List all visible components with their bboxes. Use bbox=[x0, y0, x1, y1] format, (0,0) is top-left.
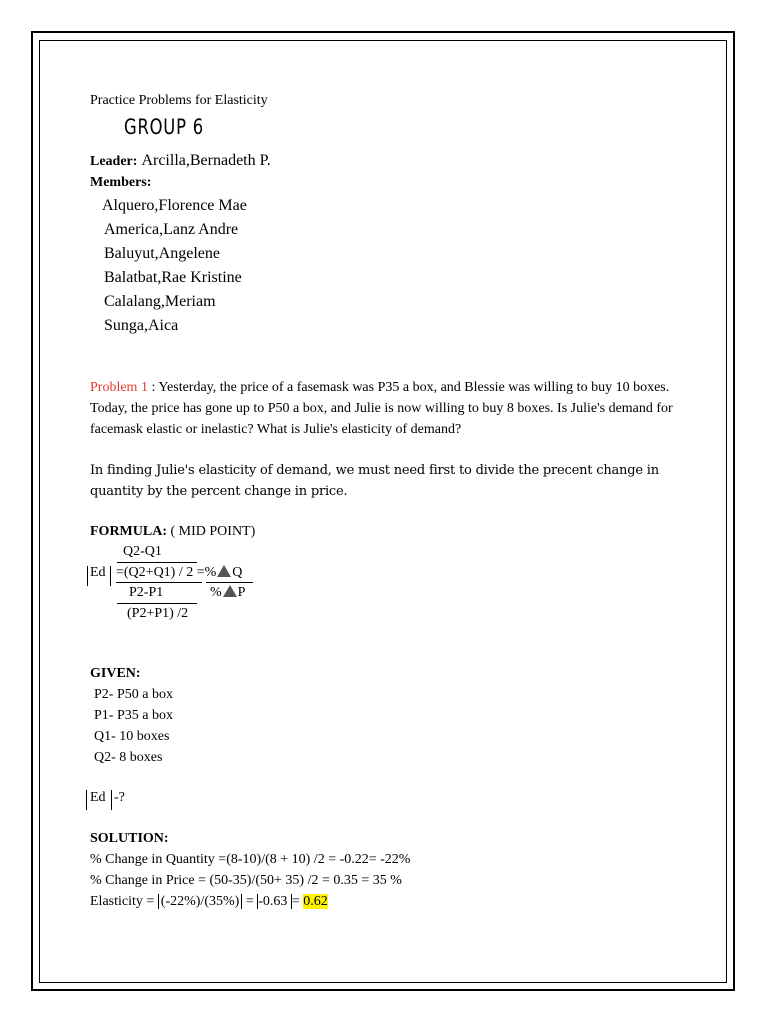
formula-denominator-top: P2-P1 bbox=[129, 585, 164, 600]
formula-q: Q bbox=[232, 565, 243, 580]
formula-pct: % bbox=[210, 585, 222, 600]
given-item: Q2- 8 boxes bbox=[94, 750, 163, 765]
given-item: P1- P35 a box bbox=[94, 708, 173, 723]
equals-sign: = bbox=[242, 894, 258, 909]
abs-bar bbox=[87, 566, 88, 586]
formula-label: FORMULA: bbox=[90, 524, 167, 539]
formula-denominator-bottom: (P2+P1) /2 bbox=[127, 606, 189, 621]
problem-paragraph bbox=[90, 377, 700, 440]
unknown-suffix: -? bbox=[114, 790, 125, 805]
member-item: Baluyut,Angelene bbox=[104, 245, 220, 262]
document-title: Practice Problems for Elasticity bbox=[90, 93, 268, 108]
formula-numerator-top: Q2-Q1 bbox=[123, 544, 162, 559]
member-item: Alquero,Florence Mae bbox=[102, 197, 247, 214]
formula-p: P bbox=[237, 585, 246, 600]
leader-name: Arcilla,Bernadeth P. bbox=[141, 152, 271, 169]
abs-bar bbox=[110, 566, 111, 586]
formula-line bbox=[116, 582, 202, 583]
group-heading: GROUP 6 bbox=[124, 115, 204, 139]
member-item: Sunga,Aica bbox=[104, 317, 179, 334]
formula-type: ( MID POINT) bbox=[167, 524, 256, 539]
formula-heading bbox=[90, 524, 255, 540]
member-item: Balatbat,Rae Kristine bbox=[104, 269, 242, 286]
abs-bar bbox=[86, 790, 87, 810]
formula-line bbox=[117, 562, 197, 563]
problem-label: Problem 1 bbox=[90, 380, 148, 395]
delta-triangle-icon bbox=[217, 565, 231, 577]
formula-ed: Ed bbox=[90, 565, 106, 580]
unknown-ed: Ed bbox=[90, 790, 106, 805]
members-label: Members: bbox=[90, 175, 152, 190]
solution-quantity-line: % Change in Quantity =(8-10)/(8 + 10) /2 = -0.22= -22% bbox=[90, 852, 411, 867]
member-item: America,Lanz Andre bbox=[104, 221, 239, 238]
equals-sign: = bbox=[291, 894, 304, 909]
given-item: Q1- 10 boxes bbox=[94, 729, 170, 744]
elasticity-raw: -0.63 bbox=[258, 894, 291, 909]
leader-line bbox=[90, 152, 271, 170]
formula-numerator-expr: =(Q2+Q1) / 2 =% bbox=[116, 565, 217, 580]
leader-label: Leader: bbox=[90, 154, 138, 169]
delta-triangle-icon bbox=[223, 585, 237, 597]
formula-line bbox=[206, 582, 253, 583]
given-label: GIVEN: bbox=[90, 666, 141, 681]
elasticity-result: 0.62 bbox=[303, 894, 328, 909]
solution-elasticity-line bbox=[90, 894, 328, 910]
given-item: P2- P50 a box bbox=[94, 687, 173, 702]
elasticity-label: Elasticity = bbox=[90, 894, 158, 909]
formula-denominator-ratio bbox=[210, 585, 245, 601]
elasticity-ratio: (-22%)/(35%) bbox=[158, 894, 240, 909]
abs-bar bbox=[111, 790, 112, 810]
solution-price-line: % Change in Price = (50-35)/(50+ 35) /2 = 0.35 = 35 % bbox=[90, 873, 402, 888]
explanation-paragraph: In finding Julie's elasticity of demand, we must need first to divide the precent change in quantity by the percent change in price. bbox=[90, 463, 659, 499]
formula-numerator-bottom bbox=[116, 565, 242, 581]
formula-line bbox=[117, 603, 197, 604]
solution-label: SOLUTION: bbox=[90, 831, 169, 846]
problem-text: : Yesterday, the price of a fasemask was P35 a box, and Blessie was willing to buy 10 boxes. Today, the price has gone up to P50 a box, and Julie is now willing to buy 8 boxes. Is Julie's demand for facemask elastic or inelastic? What is Julie's elasticity of demand? bbox=[90, 380, 673, 437]
member-item: Calalang,Meriam bbox=[104, 293, 216, 310]
